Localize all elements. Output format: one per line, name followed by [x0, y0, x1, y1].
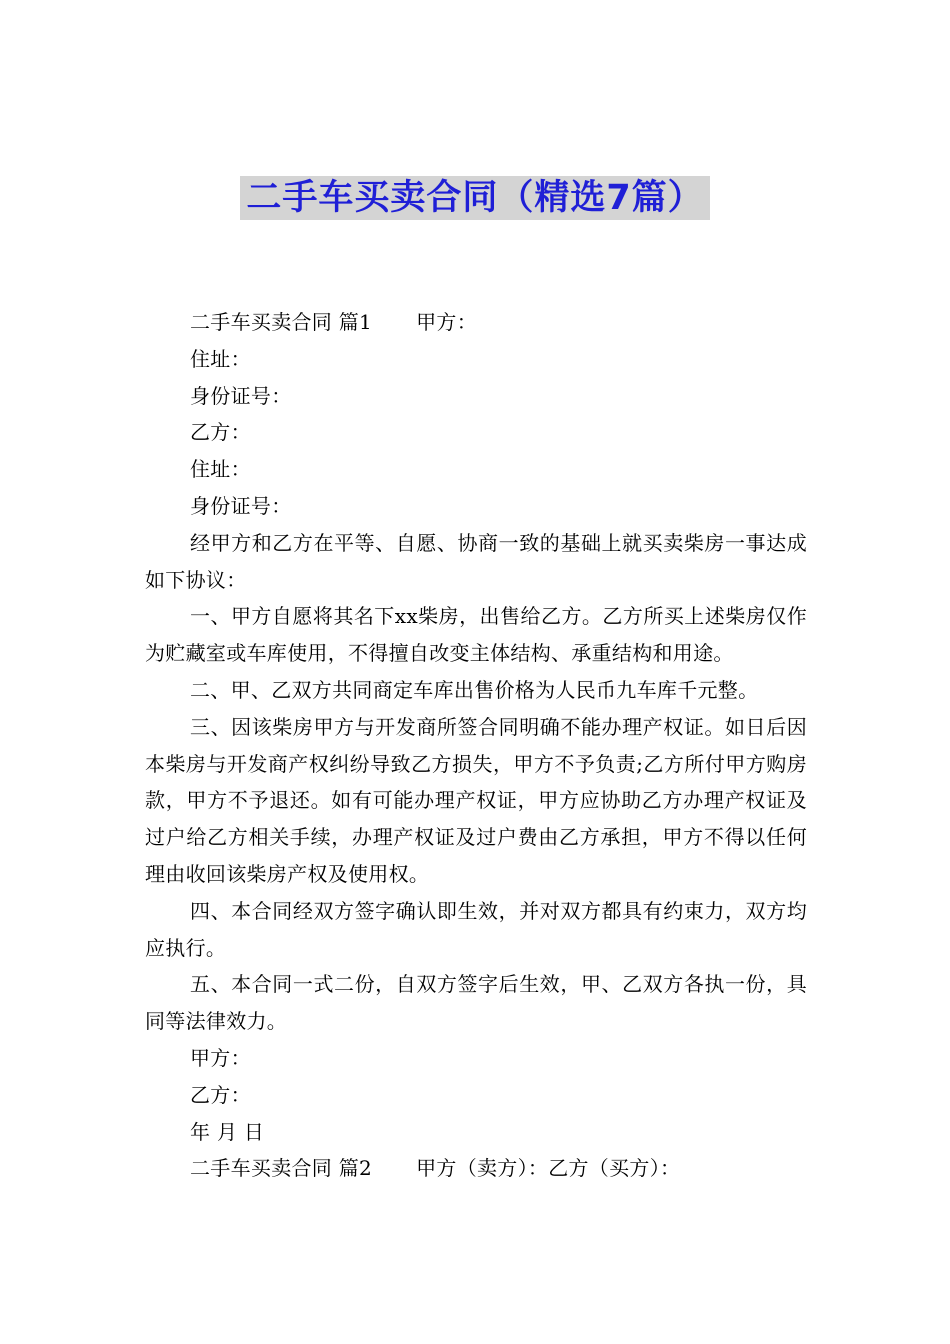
title-container [0, 176, 950, 220]
clause-2: 二、甲、乙双方共同商定车库出售价格为人民币九车库千元整。 [190, 677, 759, 702]
address-line: 住址： [190, 346, 251, 371]
clause-3: 三、因该柴房甲方与开发商所签合同明确不能办理产权证。如日后因本柴房与开发商产权纠纷导致乙方损失，甲方不予负责;乙方所付甲方购房款，甲方不予退还。如有可能办理产权证，甲方应协助乙方办理产权证及过户给乙方相关手续，办理产权证及过户费由乙方承担，甲方不得以任何理由收回该柴房产权及使用权。 [145, 714, 807, 886]
heading-text: 二手车买卖合同 篇1 [190, 310, 373, 334]
signature-party-a: 甲方： [190, 1045, 251, 1070]
date-line: 年 月 日 [190, 1119, 265, 1144]
clause-5: 五、本合同一式二份，自双方签字后生效，甲、乙双方各执一份，具同等法律效力。 [145, 972, 807, 1034]
document-title: 二手车买卖合同（精选7篇） [240, 176, 709, 220]
signature-party-b: 乙方： [190, 1082, 251, 1107]
address-line: 住址： [190, 457, 251, 482]
party-a-label: 甲方： [416, 310, 477, 334]
clause-1: 一、甲方自愿将其名下xx柴房，出售给乙方。乙方所买上述柴房仅作为贮藏室或车库使用，不得擅自改变主体结构、承重结构和用途。 [145, 604, 807, 666]
heading-text: 二手车买卖合同 篇2 [190, 1156, 373, 1181]
id-number-line: 身份证号： [190, 493, 292, 518]
document-body [145, 304, 807, 1187]
section-heading-2 [145, 1150, 807, 1187]
parties-label: 甲方（卖方）：乙方（买方）： [416, 1156, 681, 1181]
id-number-line: 身份证号： [190, 383, 292, 408]
party-b-label: 乙方： [190, 420, 251, 445]
clause-4: 四、本合同经双方签字确认即生效，并对双方都具有约束力，双方均应执行。 [145, 898, 807, 960]
preamble-paragraph: 经甲方和乙方在平等、自愿、协商一致的基础上就买卖柴房一事达成如下协议： [145, 530, 807, 592]
section-heading-1 [145, 304, 807, 341]
